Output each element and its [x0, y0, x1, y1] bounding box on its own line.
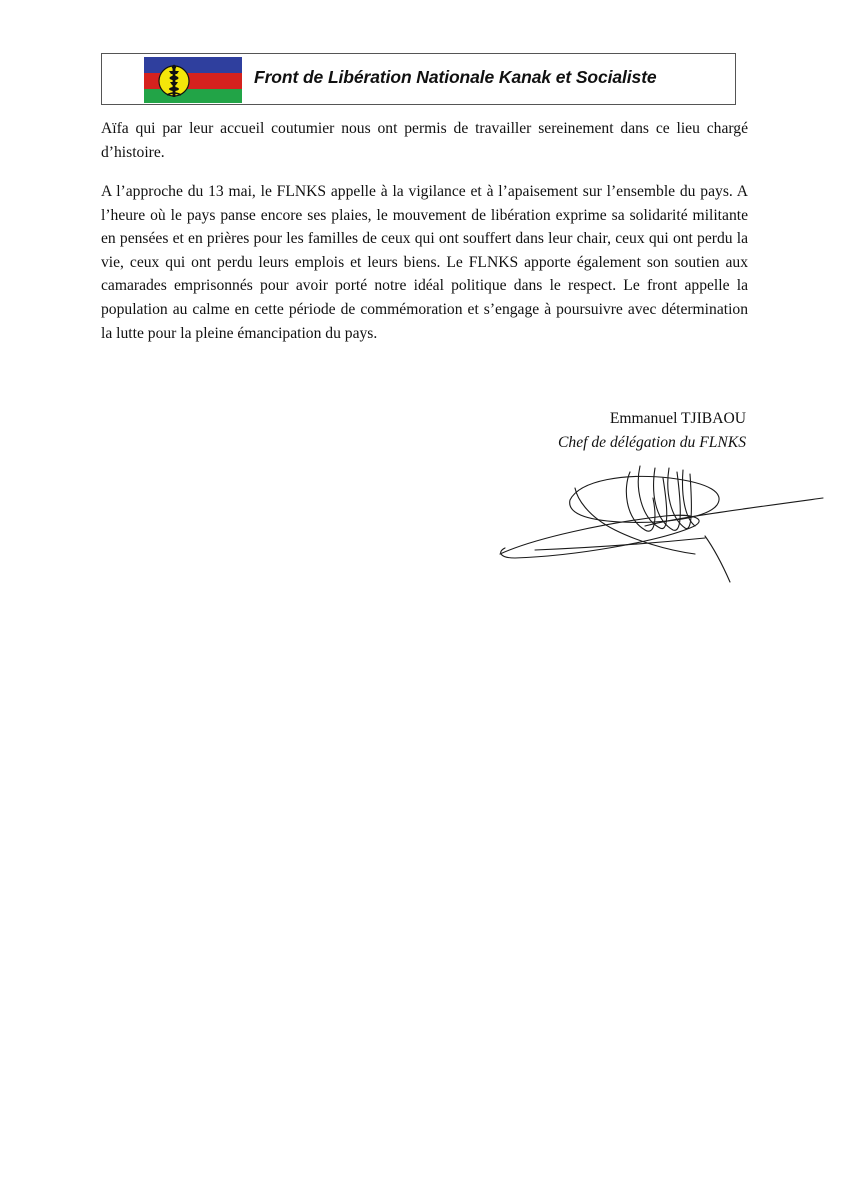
- signer-name: Emmanuel TJIBAOU: [609, 410, 746, 427]
- letterhead: [101, 53, 736, 105]
- organization-name: Front de Libération Nationale Kanak et Socialiste: [254, 67, 657, 87]
- kanaky-flag-icon: [144, 57, 242, 103]
- signer-title: Chef de délégation du FLNKS: [558, 434, 746, 451]
- body-paragraph-1: Aïfa qui par leur accueil coutumier nous ont permis de travailler sereinement dans ce lieu chargé d’histoire.: [101, 120, 748, 161]
- body-paragraph-2: A l’approche du 13 mai, le FLNKS appelle à la vigilance et à l’apaisement sur l’ensemble du pays. A l’heure où le pays panse encore ses plaies, le mouvement de libération exprime sa solidarité militante en pensées et en prières pour les familles de ceux qui ont souffert dans leur chair, ceux qui ont perdu la vie, ceux qui ont perdu leurs emplois et leurs biens. Le FLNKS apporte également son soutien aux camarades emprisonnés pour avoir porté notre idéal politique dans le respect. Le front appelle la population au calme en cette période de commémoration et s’engage à poursuivre avec détermination la lutte pour la pleine émancipation du pays.: [101, 183, 748, 342]
- handwritten-signature-icon: [495, 458, 825, 588]
